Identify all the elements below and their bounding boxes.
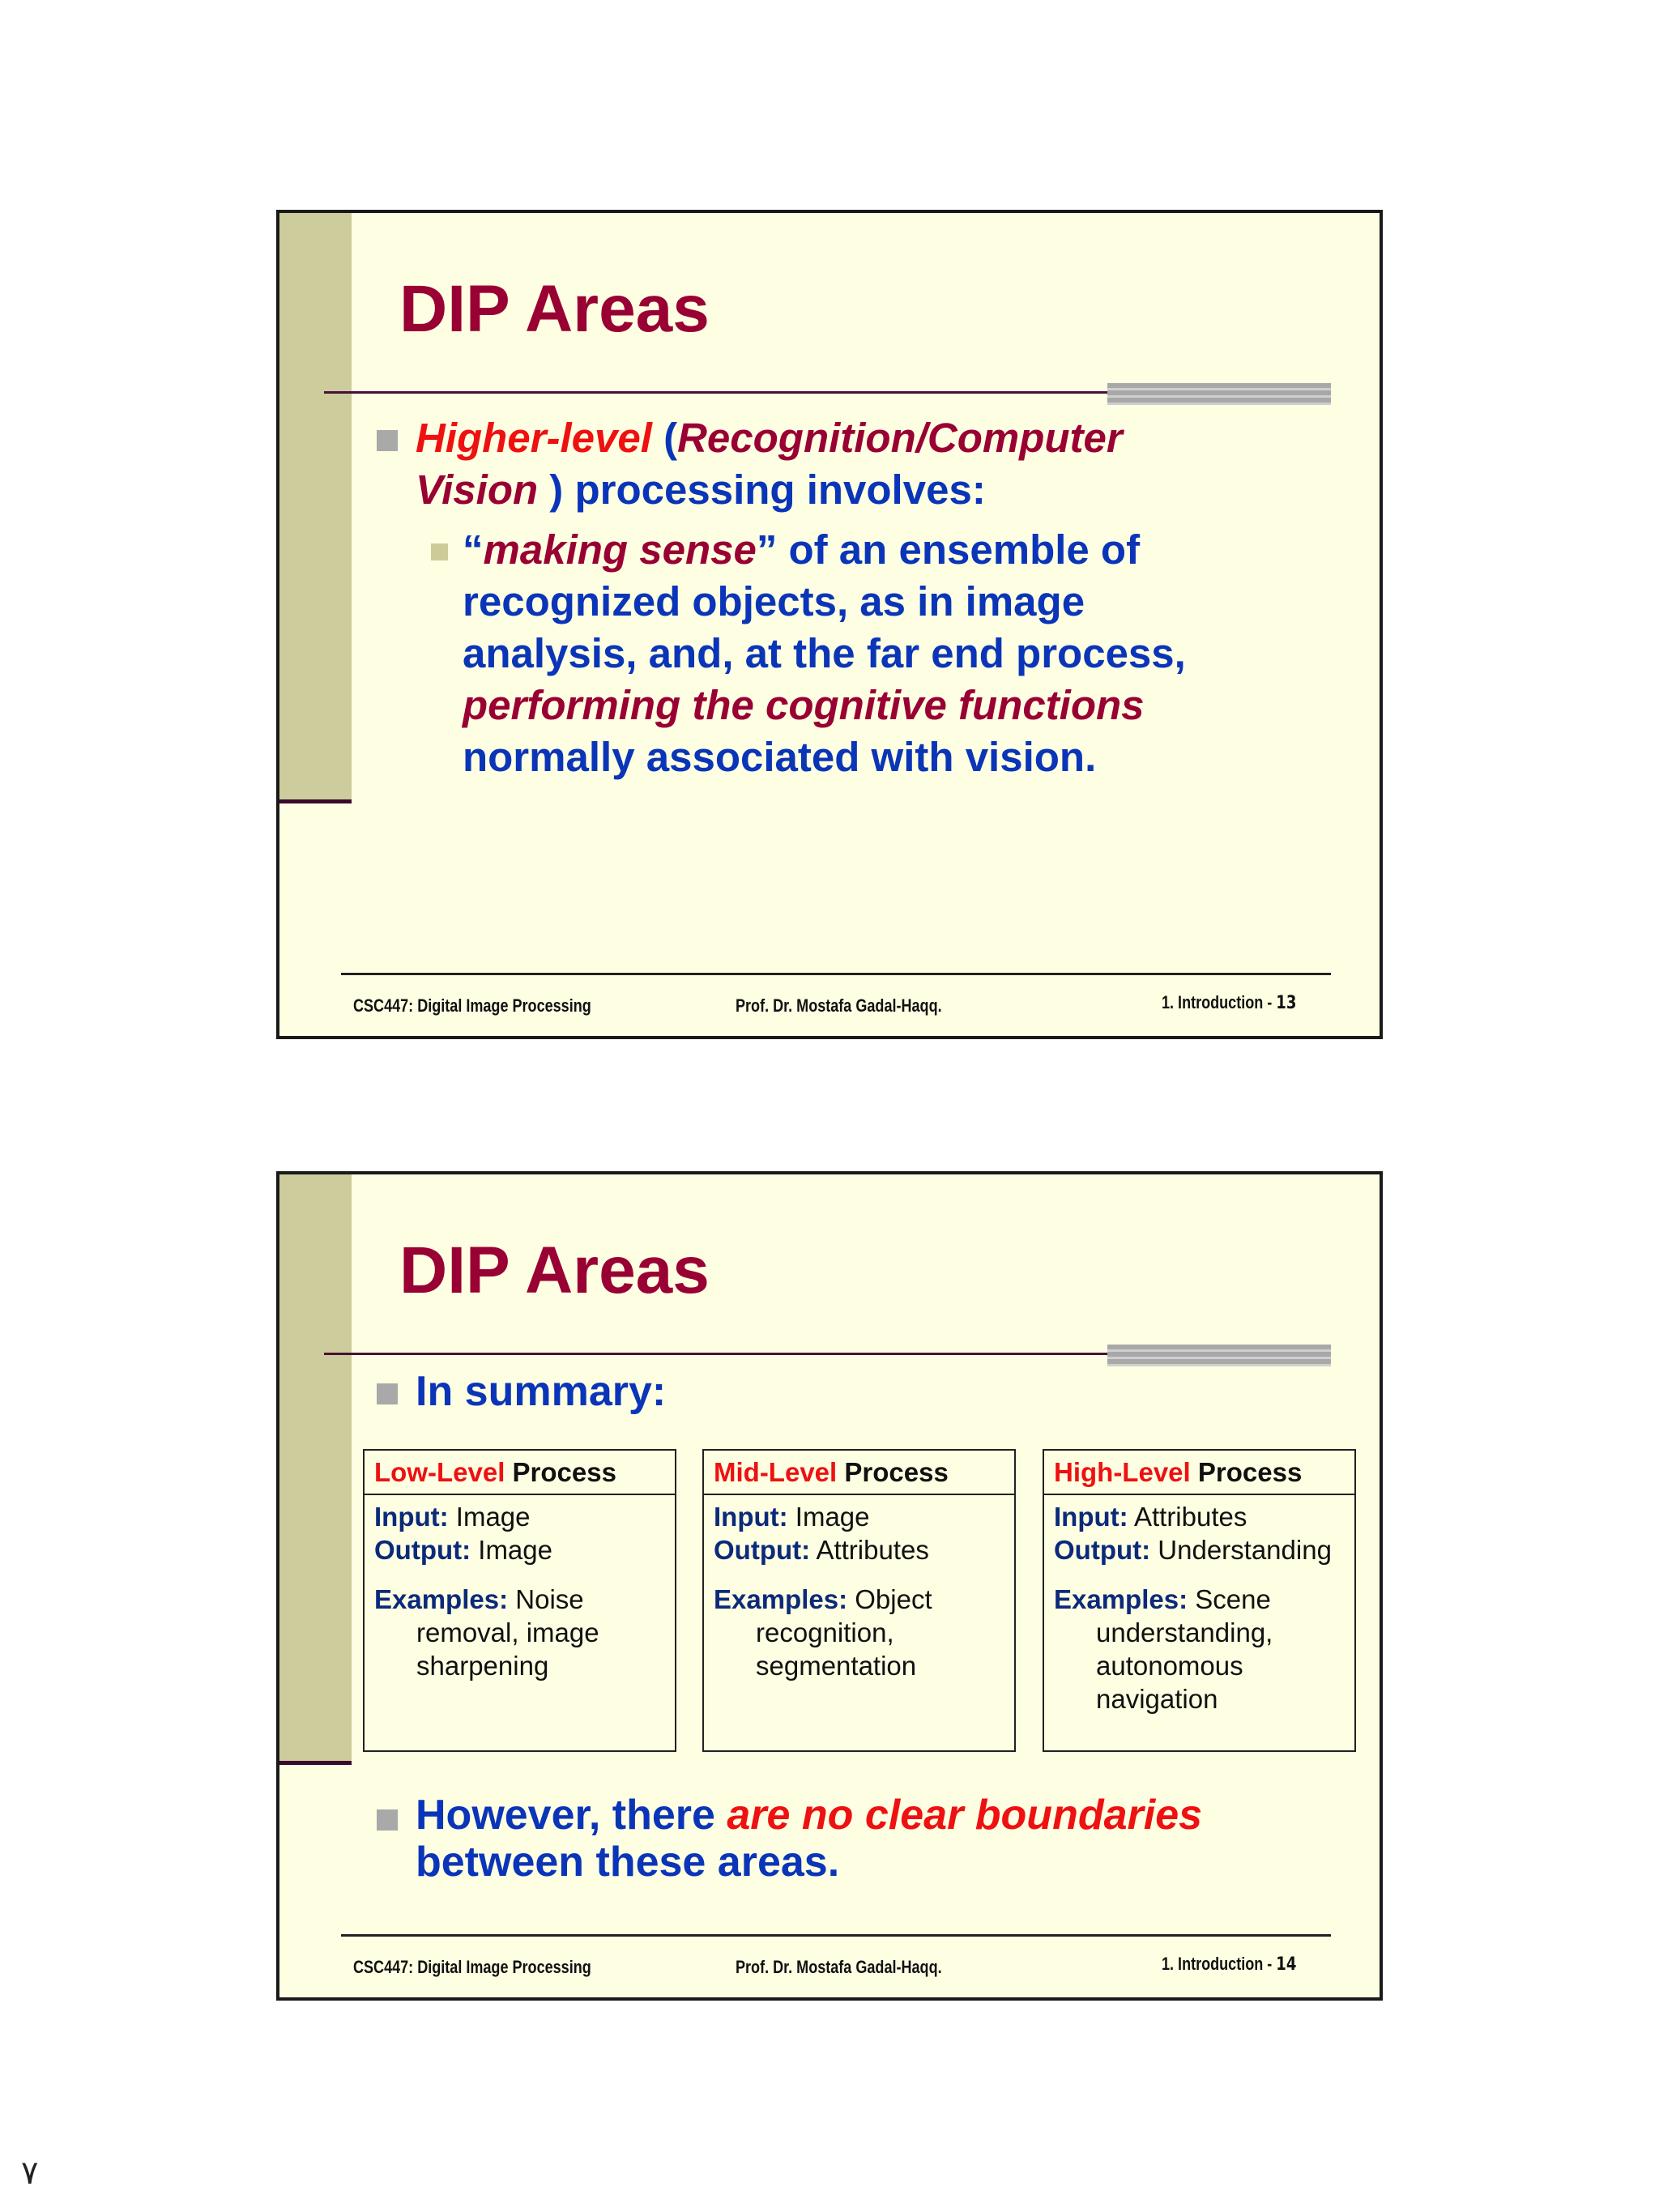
sidebar-accent xyxy=(279,799,352,803)
slide-13 xyxy=(276,210,1383,1039)
footer-section: 1. Introduction - 14 xyxy=(1162,1954,1297,1975)
sidebar-accent xyxy=(279,1761,352,1765)
bullet-higher-level: Higher-level (Recognition/Computer Vision ) processing involves: xyxy=(416,415,1123,513)
mid-level-process-box xyxy=(702,1449,1016,1752)
footer-course: CSC447: Digital Image Processing xyxy=(353,995,591,1016)
slide-title: DIP Areas xyxy=(399,272,710,346)
box-header: Low-Level Process xyxy=(365,1451,675,1495)
footer-author: Prof. Dr. Mostafa Gadal-Haqq. xyxy=(736,995,942,1016)
sub-bullet-square-icon xyxy=(431,543,448,560)
bullet-square-icon xyxy=(377,1383,398,1404)
sidebar-band xyxy=(279,213,352,799)
box-header: Mid-Level Process xyxy=(704,1451,1014,1495)
box-body: Input: Image Output: Image Examples: Noise removal, image sharpening xyxy=(374,1502,599,1681)
slide-number: 14 xyxy=(1276,1954,1297,1975)
footer-section: 1. Introduction - 13 xyxy=(1162,992,1297,1013)
slide-number: 13 xyxy=(1276,993,1297,1013)
footer-course: CSC447: Digital Image Processing xyxy=(353,1957,591,1977)
bullet-in-summary: In summary: xyxy=(416,1368,667,1415)
title-accent-bar xyxy=(1107,383,1331,405)
slide-14 xyxy=(276,1171,1383,2001)
bullet-no-clear-boundaries: However, there are no clear boundaries between these areas. xyxy=(416,1792,1203,1886)
slide-title: DIP Areas xyxy=(399,1234,710,1307)
bullet-square-icon xyxy=(377,430,398,451)
page-number: ٧ xyxy=(21,2154,39,2192)
box-header: High-Level Process xyxy=(1044,1451,1354,1495)
title-accent-bar xyxy=(1107,1345,1331,1366)
low-level-process-box xyxy=(363,1449,676,1752)
footer-author: Prof. Dr. Mostafa Gadal-Haqq. xyxy=(736,1957,942,1977)
box-body: Input: Image Output: Attributes Examples: Object recognition, segmentation xyxy=(714,1502,932,1681)
bullet-square-icon xyxy=(377,1809,398,1831)
footer-divider xyxy=(341,1934,1331,1937)
footer-divider xyxy=(341,973,1331,975)
box-body: Input: Attributes Output: Understanding Examples: Scene understanding, autonomous navigation xyxy=(1054,1502,1332,1714)
sidebar-band xyxy=(279,1174,352,1761)
sub-bullet-making-sense: “making sense” of an ensemble of recognized objects, as in image analysis, and, at the far end process, performing the cognitive functions normally associated with vision. xyxy=(463,526,1186,780)
high-level-process-box xyxy=(1043,1449,1356,1752)
